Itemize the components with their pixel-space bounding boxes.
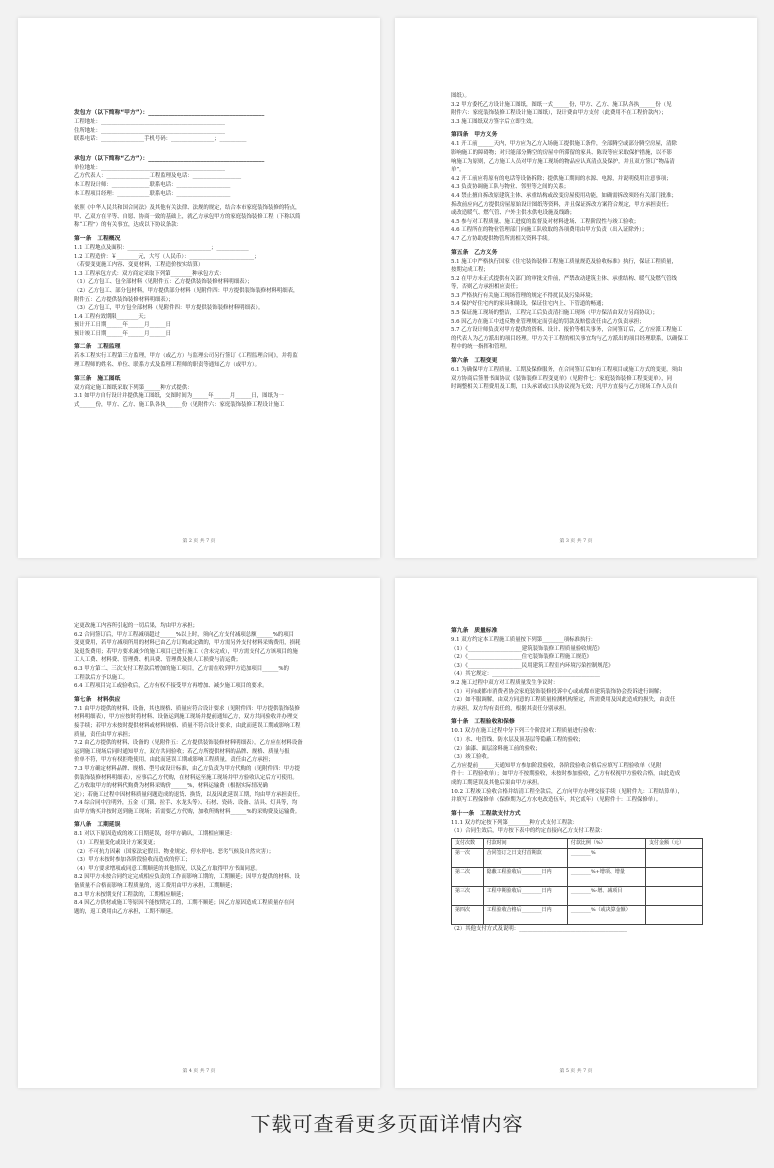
text-line: （1）水、电管线、防水层及顶基层等隐蔽工程的验收；: [451, 736, 584, 743]
page-body: [451, 627, 703, 836]
section-heading: 第二条 工程监理: [74, 344, 121, 351]
text-line: 3.3 施工图纸双方签字后立即生效。: [451, 118, 537, 125]
table-cell: [646, 886, 703, 905]
document-page-3: [395, 18, 757, 558]
text-line: 本工程项目经理：____________联系电话：____________________: [74, 190, 231, 197]
table-cell: 第二次: [452, 867, 484, 886]
section-heading: 第五条 乙方义务: [451, 249, 498, 256]
section-heading: 第六条 工程变更: [451, 358, 498, 365]
text-line: 题的，返工费用由乙方承担，工期不顺延。: [74, 908, 177, 915]
text-line: 程中的统一指挥和管理。: [451, 344, 511, 351]
text-line: 供装饰装修材料明细表），应事后乙方代购，在材料运至施工现场并甲方验收认定后方可使用。: [74, 774, 298, 781]
section-heading: 发包方（以下简称“甲方”）：________________________________________: [74, 110, 265, 116]
text-line: （1）《____________________建筑装饰装修工程质量验收规范》: [451, 645, 603, 652]
text-line: 1.2 工程造价：￥________元，大写（人民币）：________________________；: [74, 253, 260, 260]
text-line: 9.2 施工过程中双方对工程质量发生争议时：: [451, 679, 559, 686]
page-footer: 第 3 页 共 7 页: [559, 539, 593, 544]
text-line: 3.2 甲方委托乙方设计施工图纸，图纸一式______份，甲方、乙方、施工队各执______份（见: [451, 101, 672, 108]
page-body: [74, 109, 326, 409]
text-line: 称“工程”）的有关事宜，达成以下协议条款：: [74, 222, 182, 229]
text-line: 变更费用，若甲方减项所用的材料已由乙方订购或定做的，甲方需另外支付材料采购费用，损耗: [74, 640, 301, 647]
text-line: 若本工程实行工程第三方监理，甲方（或乙方）与监理公司另行签订《工程监理合同》，并将监: [74, 353, 298, 360]
text-line: 7.2 由乙方提供的材料、设备的（见附件五：乙方提供装饰装修材料明细表），乙方应在材料设备: [74, 740, 303, 747]
text-line: 附件六：家庭装饰装修工程设计施工图纸），设计费由甲方支付（此费用不在工程价款内）；: [451, 110, 667, 117]
text-line: （2）油漆、面层涂料施工前的验收；: [451, 745, 541, 752]
text-line: 方承担，双方均有责任的，根据其责任分别承担。: [451, 705, 570, 712]
text-line: 工人工费、材料费、管理费、机具费、管理费及损人工损费与清运费；: [74, 657, 242, 664]
text-line: 本工程设计师：______________联系电话：____________________: [74, 181, 231, 188]
text-line: 7.1 由甲方提供的材料、设备，其也规格、质量应符合设计要求（见附件四：甲方提供装饰装修: [74, 705, 300, 712]
text-line: 6.1 为确保甲方工程质量、工期及保修服务，在合同签订后如有工程项目或施工方式的变更，须由: [451, 367, 683, 374]
payment-schedule-table: [451, 838, 703, 925]
text-line: 6.4 工程项目完工或验收后，乙方有权不接受甲方再增加、减少施工项目的要求。: [74, 683, 268, 690]
text-line: 或改造暖气、燃气管、户外主供水供电设施及线路；: [451, 210, 575, 217]
text-line: 5.1 施工中严格执行国家《住宅装饰装修工程施工质量规范及验收标准》执行，保证工程质量，: [451, 258, 677, 265]
table-cell: [646, 905, 703, 924]
text-line: 11.1 双方约定按下列第________种方式支付工程款：: [451, 819, 578, 826]
table-row: [452, 867, 703, 886]
text-line: 附件五：乙方提供装饰装修材料明细表）；: [74, 296, 174, 303]
text-line: 4.7 乙方协助提供物管所需相关资料手续。: [451, 235, 553, 242]
text-line: 4.3 负责协调施工队与物业、邻里等之间的关系；: [451, 184, 570, 191]
text-line: 5.7 乙方设计师负责对甲方提供的资料、设计、报价等相关事务，合同签订后，乙方应派工程施工: [451, 327, 683, 334]
section-heading: 第一条 工程概况: [74, 235, 121, 242]
table-cell: ________%-增、减项目: [567, 886, 645, 905]
text-line: 3.1 如甲方自行设计并提供施工图纸，交图时间为______年______月______日，图纸为一: [74, 393, 284, 400]
document-page-4: [18, 578, 380, 1088]
text-line: （1）工程量变化或设计方案变更；: [74, 840, 159, 847]
text-line: （3）甲方未按时参加各阶段验收而造成的停工；: [74, 857, 191, 864]
table-cell: ________%: [567, 848, 645, 867]
text-line: 价单不符，甲方有权拒绝使用，由此而延误工期或影响工程质量，责任由乙方承担；: [74, 757, 274, 764]
text-line: 8.4 因乙方供材或施工等原因不能按期完工的，工期不顺延；因乙方原因造成工程质量存在问: [74, 900, 295, 907]
text-line: （若要变更施工内容、变更材料，工程造价按实结算）: [74, 262, 204, 269]
text-line: （4）其它规定：________________________________________: [451, 671, 600, 678]
text-line: 乙方应提前______天通知甲方参加阶段验收，各阶段验收合格后应填写工程验收单（见附: [451, 762, 662, 769]
text-line: （3）乙方包工，甲方包全部材料（见附件四：甲方提供装饰装修材料明细表）。: [74, 305, 264, 312]
text-line: （2）乙方包工、部分包材料，甲方提供部分材料（见附件四：甲方提供装饰装修材料明细表，: [74, 287, 299, 294]
text-line: 住所地址：______________________________________________: [74, 127, 225, 134]
table-row: [452, 848, 703, 867]
table-cell: ________%（或决算金额）: [567, 905, 645, 924]
text-line: （2）如不服调解，由双方同意的工程质量检测机构鉴定，所需费用及因此造成的损失，由责任: [451, 697, 676, 704]
page-footer: 第 4 页 共 7 页: [182, 1069, 216, 1074]
page-body: [451, 92, 703, 392]
text-line: 单位地址：______________________________________________: [74, 164, 225, 171]
text-line: 定更改施工内容所引起的一切后果，均由甲方承担；: [74, 623, 198, 629]
table-row: [452, 905, 703, 924]
text-line: 质量，责任由甲方承担；: [74, 731, 134, 738]
table-cell: 第一次: [452, 848, 484, 867]
text-line: 的代表人为乙方派出的项目经理。甲方关于工程的相关事宜均与乙方派出的项目经理联系，以确保工: [451, 335, 689, 342]
text-line: 5.5 保证施工现场的整洁，工程完工后负责清扫施工现场（甲方保洁由双方另商协议）；: [451, 310, 659, 317]
text-line: 等，否则乙方承担相应责任；: [451, 284, 522, 291]
table-cell: ________%+增项、增量: [567, 867, 645, 886]
text-line: 影响施工的障碍物；对只能部分腾空的房屋中所滞留的家具、陈设等应采取保护措施，以不影: [451, 149, 673, 156]
text-line: （2）不可抗力因素（国家法定假日、物业规定、停水停电、恶劣气候及自然灾害）；: [74, 848, 275, 855]
text-line: 双方商定施工图纸采取下列第______种方式提供：: [74, 384, 193, 391]
text-line: 单”。: [451, 167, 465, 174]
text-line: 材料明细表），甲方应按时将材料、设备运到施工现场并提前通知乙方，双方共同验收并办理交: [74, 714, 298, 721]
text-line: 预计竣工日期______年______月______日: [74, 330, 172, 337]
text-line: 依照《中华人民共和国合同法》及其他有关法律、法规的规定，结合本市家庭装饰装修的特点，: [74, 205, 301, 212]
text-line: 4.2 开工前应将原有的电话等设备拆除；提供施工期间的水源、电源，并说明使用注意事项；: [451, 175, 672, 182]
text-line: 接手续；若甲方未按时提供材料或材料规格、质量不符合设计要求，由此而延误工期或影响工程: [74, 722, 301, 729]
download-caption[interactable]: 下载可查看更多页面详情内容: [250, 1112, 524, 1136]
text-line: 4.4 禁止擅自拆改原建筑主体、承重结构或改变房屋使用功能，如确需拆改须经有关部门批准；: [451, 192, 677, 199]
text-line: 8.3 甲方未按期支付工程款的，工期相应顺延；: [74, 891, 187, 898]
section-heading: 第三条 施工图纸: [74, 375, 121, 382]
text-line: 件十：工程验收单）；如甲方不按期验收，未按时参加验收，乙方有权视甲方验收合格，由此造成: [451, 771, 681, 778]
table-row: [452, 886, 703, 905]
text-line: 响施工为原则，乙方施工人员对甲方施工现场的物品应认真清点及保护，并且双方签订“物品清: [451, 158, 675, 165]
table-header-cell: 付款比例（%）: [567, 838, 645, 848]
table-cell: 第三次: [452, 886, 484, 905]
table-cell: 合同签订之日支付首期款: [483, 848, 567, 867]
table-cell: [646, 848, 703, 867]
text-line: 4.6 工程所在的物业管理部门向施工队收取的各项费用由甲方负责（出入证除外）；: [451, 227, 648, 234]
text-line: 时调整相关工程费用及工期，口头承诺或口头协议视为无效；凡甲方直接与乙方现场工作人员自: [451, 384, 678, 391]
text-line: 7.4 综合同中注明外，五金（门锁、拉手、水龙头等）、石材、瓷砖、设备、洁具、灯具等，均: [74, 800, 298, 807]
text-line: 10.1 双方在施工过程中分下列三个阶段对工程质量进行验收：: [451, 728, 600, 735]
table-header-cell: 付款时间: [483, 838, 567, 848]
text-line: 工程款后方予以施工。: [74, 674, 128, 681]
text-line: 10.2 工程竣工验收合格并结清工程全款后，乙方向甲方办理交接手续（见附件九：工程结算单），: [451, 788, 684, 795]
text-line: 乙方收取甲方的材料代购费为材料采购价______%，材料运输费（根据实际情况确: [74, 783, 268, 790]
section-heading: 第八条 工期延误: [74, 822, 121, 829]
text-line: 1.3 工程承包方式：双方商定采取下列第________种承包方式：: [74, 270, 225, 277]
section-heading: 第四条 甲方义务: [451, 132, 498, 139]
text-line: 预计开工日期______年______月______日: [74, 322, 172, 329]
page-footer: 第 5 页 共 7 页: [559, 1069, 593, 1074]
text-line: 5.4 保护好住宅内的家具和陈设，保证住宅内上、下管道的畅通；: [451, 301, 607, 308]
text-line: 1.1 工程地点及面积：_______________________________；____________: [74, 244, 249, 251]
text-line: 式______份，甲方、乙方、施工队各执______份（见附件六：家庭装饰装修工程设计施工: [74, 401, 285, 408]
text-line: 甲、乙双方在平等、自愿、协商一致的基础上，就乙方承包甲方的家庭装饰装修工程（下称以简: [74, 213, 301, 220]
text-line: （1）乙方包工、包全部材料（见附件五：乙方提供装饰装修材料明细表）；: [74, 279, 253, 286]
table-cell: 工程中期验收后________日内: [483, 886, 567, 905]
text-line: 运到施工现场后同时通知甲方，双方共同验收；若乙方所提供材料的品牌、规格、质量与报: [74, 748, 290, 755]
text-line: 及退货费用；若甲方要求减少的施工项目已进行施工（含未完成），甲方需支付乙方该项目的施: [74, 648, 298, 655]
text-line: 1.4 工程有效期限________天；: [74, 313, 149, 320]
text-line: 理工程师的姓名、单位、联系方式及监理工程师的职责等通知乙方（或甲方）。: [74, 362, 260, 369]
text-line: 备质量不合格而影响工程质量的，返工费用由甲方承担，工期顺延；: [74, 883, 236, 890]
table-cell: [646, 867, 703, 886]
text-line: 4.5 参与对工程质量、施工进度的监督及对材料进场、工程阶段性与竣工验收；: [451, 218, 640, 225]
text-line: 成的工期延误及其他后果由甲方承担。: [451, 779, 543, 786]
table-header-cell: 支付金额（元）: [646, 838, 703, 848]
text-line: 乙方代表人：________________工程监理及电话：__________________: [74, 173, 242, 180]
document-page-2: [18, 18, 380, 558]
page-body-after-table: [451, 925, 703, 934]
text-line: 5.3 严格执行有关施工现场管理的规定不得扰民及污染环境；: [451, 292, 597, 299]
table-header-cell: 支付次数: [452, 838, 484, 848]
page-body: [74, 622, 326, 916]
table-header-row: [452, 838, 703, 848]
text-line: 图纸）。: [451, 93, 470, 99]
text-line: 联系电话：________________手机号码：________________；__________: [74, 136, 247, 143]
text-line: 7.3 甲方确定材料品牌、规格、型号或设计标准，由乙方负责为甲方代购的（见附件四：甲方提: [74, 765, 300, 772]
text-line: 9.1 双方约定本工程施工质量按下列第________项标准执行：: [451, 637, 597, 643]
text-line: 5.2 在甲方未正式提供有关部门的审批文件前，严禁改动建筑主体、承重结构、暖气及燃气管线: [451, 275, 677, 282]
text-line: （3）《____________________民用建筑工程室内环境污染控制规范》: [451, 662, 614, 669]
text-line: 4.1 开工前______天内，甲方应为乙方入场施工提供施工条件，全部腾空或部分腾空房屋，清除: [451, 141, 677, 148]
text-line: 5.6 因乙方在施工中违反物业管理规定而引起的罚款及赔偿责任由乙方负责承担；: [451, 318, 645, 325]
section-heading: 第十一条 工程款支付方式: [451, 810, 521, 817]
table-cell: 第四次: [452, 905, 484, 924]
section-heading: 第九条 质量标准: [451, 628, 498, 634]
table-cell: 工程验收合格后________日内: [483, 905, 567, 924]
text-line: 6.3 甲方第二、三次支付工程款后增加的施工项目，乙方需在收到甲方追加项目______%的: [74, 665, 289, 672]
text-line: 6.2 合同签订后，甲方工程减项超过______%以上时，须向乙方支付减项总额______%的项目: [74, 631, 294, 638]
text-line: 由甲方购买并按时送到施工现场；若需要乙方代购，加收所购材料______%的采购费及运输费。: [74, 808, 301, 815]
text-line: 8.2 因甲方未按合同约定完成相应负责的工作而影响工期的，工期顺延；因甲方提供的材料、设: [74, 874, 300, 881]
text-line: 工程地址：______________________________________________: [74, 119, 225, 125]
text-line: （1）合同生效后，甲方按下表中的约定直接向乙方支付工程款：: [451, 828, 606, 835]
text-line: （4）甲方要求增项或同意工期顺延的其他情况，以及乙方取得甲方书面同意。: [74, 865, 261, 872]
document-page-5: [395, 578, 757, 1088]
section-heading: 承包方（以下简称“乙方”）：________________________________________: [74, 155, 265, 162]
spacer: [74, 144, 326, 150]
text-line: 按期完成工程；: [451, 267, 489, 274]
text-line: （1）可向或都市消费者协会家庭装饰装修投诉中心或或都市建筑装饰协会投诉进行调解；: [451, 688, 665, 695]
text-line: （2）《____________________住宅装饰装修工程施工规范》: [451, 654, 592, 661]
text-line: 拆改前应向乙方提供房屋原始设计图纸等资料，并且保证拆改方案符合规定，甲方承担责任；: [451, 201, 673, 208]
text-line: 并填写工程保修单（保修期为乙方水电改造伍年，其它贰年）（见附件十：工程保修单）。: [451, 797, 662, 804]
text-line: 8.1 对以下原因造成的竣工日期延误，经甲方确认，工期相应顺延：: [74, 831, 236, 838]
text-line: 双方协商后签署书面协议《装饰装修工程变更单》（见附件七：家庭装饰装修工程变更单），同: [451, 375, 673, 382]
table-cell: 隐蔽工程验收后________日内: [483, 867, 567, 886]
text-line: 定）；若施工过程中因材料质量问题造成的退货、换货，以及因此延误工期，均由甲方承担责任。: [74, 791, 304, 798]
page-footer: 第 2 页 共 7 页: [182, 539, 216, 544]
section-heading: 第十条 工程验收和保修: [451, 719, 515, 726]
text-line: （2）其他支付方式及说明：________________________________________: [451, 925, 627, 932]
text-line: （3）竣工验收。: [451, 754, 493, 761]
section-heading: 第七条 材料供应: [74, 696, 121, 703]
